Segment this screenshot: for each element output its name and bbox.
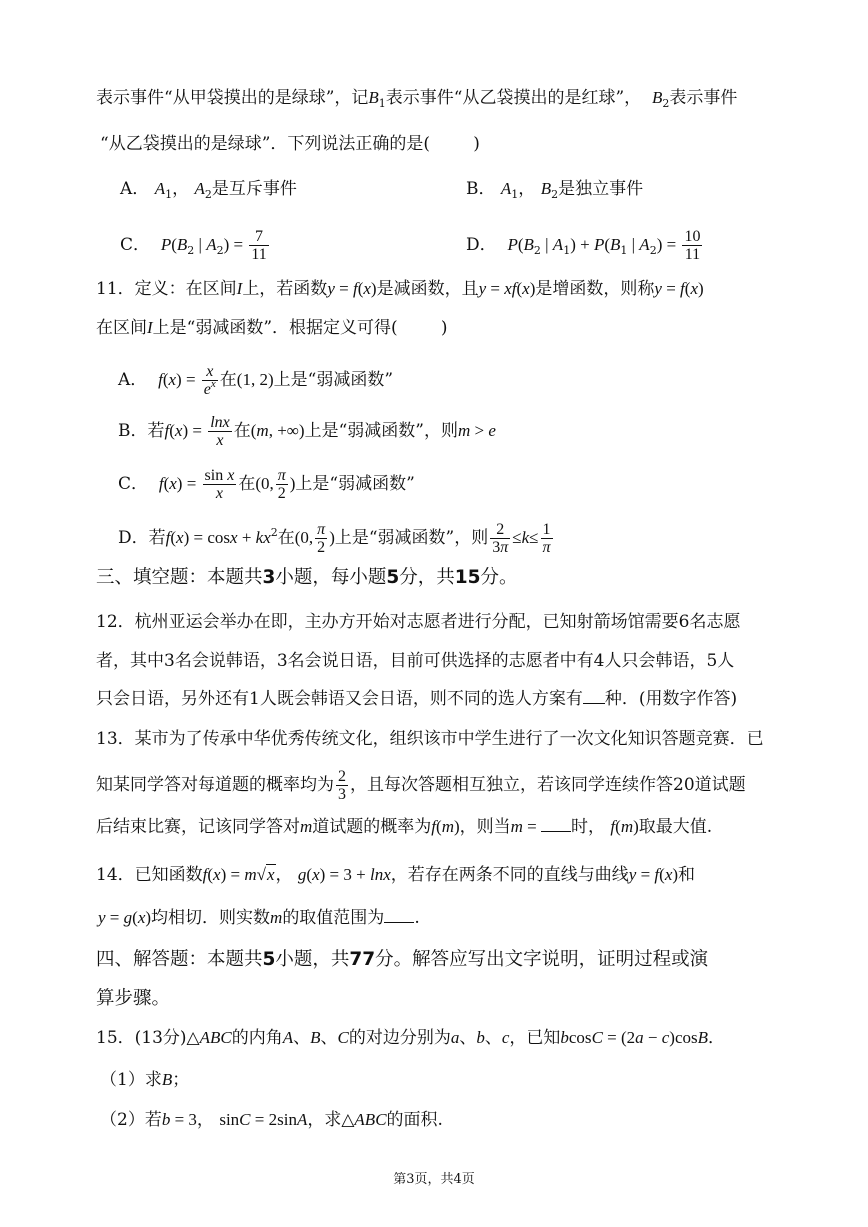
- page-number: 第3页，共4页: [393, 1172, 475, 1187]
- q10-option-a: A． $A_1$， $A_2$是互斥事件: [120, 179, 297, 201]
- q14-line-1: 14．已知函数f(x) = m√x， g(x) = 3 + lnx，若存在两条不同的直线与曲线y = f(x)和: [96, 865, 696, 885]
- section-4-heading-line-2: 算步骤。: [96, 988, 171, 1009]
- q14-line-2: y = g(x)均相切．则实数m的取值范围为 .: [98, 908, 420, 928]
- q11-line-2: 在区间I上是“弱减函数”．根据定义可得( ): [96, 318, 448, 338]
- q11-option-d: D．若$f(x) = \cos x + kx^2$在(0, $\frac{\pi}{2}$ )上是“弱减函数”，则 $\frac{2}{3\pi}$ ≤k≤ $\frac{1}{\pi}$: [118, 521, 551, 556]
- q10-option-d: D． $P(B_2$ | $A_1) + P(B_1$ | $A_2$) = $\frac{10}{11}$: [466, 228, 701, 263]
- q12-line-3: 只会日语，另外还有1人既会韩语又会日语，则不同的选人方案有 种．(用数字作答): [96, 689, 738, 709]
- q13-line-3: 后结束比赛，记该同学答对m道试题的概率为f(m)，则当m = 时， f(m)取最大值.: [96, 817, 713, 837]
- q10-option-b: B． $A_1$， $B_2$是独立事件: [466, 179, 644, 201]
- q11-line-1: 11．定义：在区间I上，若函数y = f(x)是减函数，且y = xf(x)是增函数，则称y = f(x): [96, 279, 704, 299]
- q12-line-2: 者，其中3名会说韩语，3名会说日语，目前可供选择的志愿者中有4人只会韩语，5人: [96, 651, 735, 671]
- q14-answer-blank[interactable]: [384, 906, 414, 923]
- q13-line-2: 知某同学答对每道题的概率均为 $\frac{2}{3}$ ，且每次答题相互独立，若该同学连续作答20道试题: [96, 768, 746, 803]
- q10-option-c: C． $P(B_2$ | $A_2$) = $\frac{7}{11}$: [120, 228, 267, 263]
- section-4-heading-line-1: 四、解答题：本题共5小题，共77分。解答应写出文字说明，证明过程或演: [96, 949, 709, 970]
- q15-stem: 15．(13分)△ABC的内角A、B、C的对边分别为a、b、c，已知bcosC = (2a − c)cosB．: [96, 1028, 726, 1048]
- q13-answer-blank[interactable]: [541, 815, 571, 832]
- q10-line-2: “从乙袋摸出的是绿球”．下列说法正确的是( ): [100, 134, 480, 154]
- q11-option-c: C． f(x) = $\frac{\text{sin x}}{x}$ 在(0, $\frac{\pi}{2}$ )上是“弱减函数”: [118, 467, 415, 502]
- q12-answer-blank[interactable]: [583, 687, 605, 704]
- q10-line-1: 表示事件“从甲袋摸出的是绿球”，记$B_1$表示事件“从乙袋摸出的是红球”， $B_2$表示事件: [96, 88, 738, 110]
- q13-line-1: 13．某市为了传承中华优秀传统文化，组织该市中学生进行了一次文化知识答题竞赛．已: [96, 729, 764, 749]
- q15-part-1: （1）求B；: [100, 1070, 190, 1090]
- q15-part-2: （2）若b = 3， sinC = 2sinA，求△ABC的面积.: [100, 1110, 443, 1130]
- q12-line-1: 12．杭州亚运会举办在即，主办方开始对志愿者进行分配，已知射箭场馆需要6名志愿: [96, 612, 741, 632]
- q11-option-b: B．若f(x) = $\frac{\ln x}{x}$ 在(m, +∞)上是“弱减函数”，则m > e: [118, 414, 496, 449]
- section-3-heading: 三、填空题：本题共3小题，每小题5分，共15分。: [96, 567, 518, 588]
- q11-option-a: A． f(x) = $\frac{x}{e^x}$ 在(1, 2)上是“弱减函数”: [118, 363, 394, 398]
